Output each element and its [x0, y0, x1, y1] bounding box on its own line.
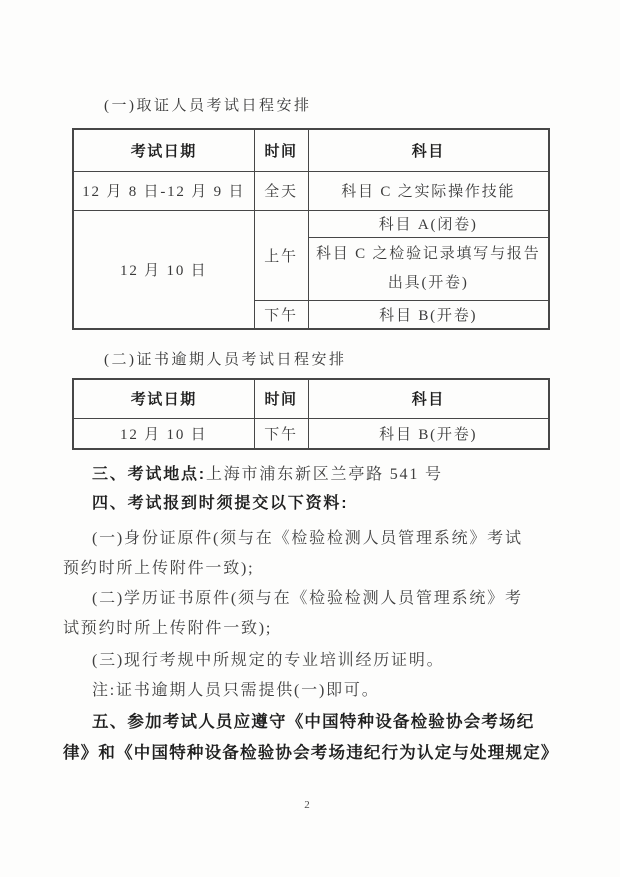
table-row	[73, 210, 549, 237]
material-item1-paragraph	[63, 524, 560, 584]
cell-time-afternoon: 下午	[254, 300, 308, 329]
material-item2-line1: (二)学历证书原件(须与在《检验检测人员管理系统》考	[92, 590, 523, 607]
cell-time: 全天	[254, 171, 308, 210]
section2-heading: (二)证书逾期人员考试日程安排	[104, 352, 347, 368]
material-item1-line2: 预约时所上传附件一致);	[63, 560, 255, 577]
exam-rules-line1: 五、参加考试人员应遵守《中国特种设备检验协会考场纪	[92, 713, 535, 731]
table-header-row	[73, 129, 549, 171]
material-item1-line1: (一)身份证原件(须与在《检验检测人员管理系统》考试	[92, 530, 523, 547]
materials-heading: 四、考试报到时须提交以下资料:	[92, 495, 349, 512]
material-item3-line: (三)现行考规中所规定的专业培训经历证明。	[92, 652, 445, 669]
table-row	[73, 418, 549, 449]
table-header-row	[73, 379, 549, 418]
exam-location-line	[63, 464, 560, 486]
cell-time: 下午	[254, 418, 308, 449]
exam-rules-paragraph	[63, 707, 560, 769]
cell-subject: 科目 C 之实际操作技能	[308, 171, 549, 210]
material-item3-paragraph	[63, 646, 560, 676]
certification-exam-schedule-table	[72, 128, 550, 330]
column-header-subject: 科目	[308, 129, 549, 171]
column-header-time: 时间	[254, 379, 308, 418]
column-header-exam-date: 考试日期	[73, 379, 254, 418]
table-row	[73, 171, 549, 210]
section1-heading: (一)取证人员考试日程安排	[104, 98, 312, 114]
cell-exam-date: 12 月 10 日	[73, 418, 254, 449]
exam-location-label: 三、考试地点:	[92, 466, 206, 483]
cell-subject-c	[308, 237, 549, 300]
cell-subject: 科目 B(开卷)	[308, 418, 549, 449]
exam-rules-line2: 律》和《中国特种设备检验协会考场违纪行为认定与处理规定》	[63, 744, 559, 762]
page-number: 2	[304, 799, 310, 811]
column-header-subject: 科目	[308, 379, 549, 418]
material-item2-paragraph	[63, 584, 560, 644]
exam-location-paragraph	[63, 464, 560, 486]
note-line: 注:证书逾期人员只需提供(一)即可。	[92, 682, 380, 699]
cell-subject-c-line1: 科目 C 之检验记录填写与报告	[315, 245, 541, 262]
cell-subject-b: 科目 B(开卷)	[308, 300, 549, 329]
cell-subject-a: 科目 A(闭卷)	[308, 210, 549, 237]
cell-exam-date: 12 月 8 日-12 月 9 日	[73, 171, 254, 210]
exam-location-value: 上海市浦东新区兰亭路 541 号	[205, 466, 443, 483]
overdue-certificate-exam-schedule-table	[72, 378, 550, 450]
cell-subject-c-line2: 出具(开卷)	[387, 274, 469, 291]
materials-heading-paragraph	[63, 493, 560, 515]
cell-time-morning: 上午	[254, 210, 308, 300]
note-paragraph	[63, 676, 560, 706]
material-item2-line2: 试预约时所上传附件一致);	[63, 620, 273, 637]
cell-exam-date: 12 月 10 日	[73, 210, 254, 329]
column-header-time: 时间	[254, 129, 308, 171]
column-header-exam-date: 考试日期	[73, 129, 254, 171]
